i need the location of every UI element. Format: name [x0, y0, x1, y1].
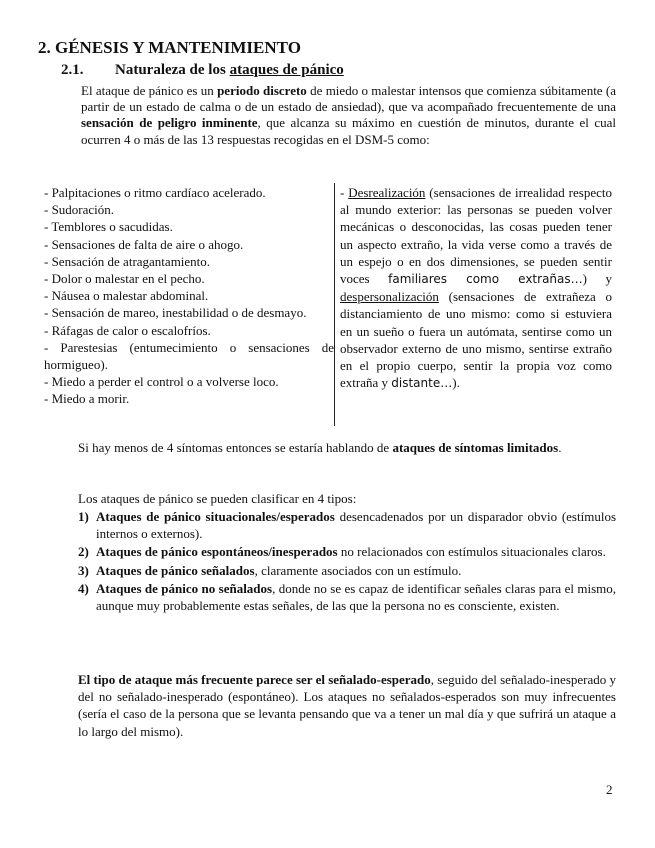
section-heading: 2. GÉNESIS Y MANTENIMIENTO	[38, 38, 301, 57]
right-mono-2: distante…	[391, 376, 453, 391]
final-text: , seguido del señalado-inesperado y del no señalado-inesperado (espontáneo). Los ataques no señalados-esperados son muy infrecuentes (sería el caso de la persona que se levanta pensando que va a tener un mal día y que sufrirá un ataque a lo largo del mismo).	[78, 672, 616, 739]
list-item: - Sudoración.	[44, 202, 115, 218]
list-item: - Miedo a morir.	[44, 391, 130, 407]
symptom-list	[44, 184, 334, 408]
classification-intro: Los ataques de pánico se pueden clasificar en 4 tipos:	[78, 491, 357, 506]
limited-text-2: .	[558, 440, 562, 455]
right-text-2: ) y	[582, 271, 612, 287]
list-item: - Parestesias (entumecimiento o sensaciones de hormigueo).	[44, 339, 334, 373]
item-bold: Ataques de pánico situacionales/esperados	[96, 509, 335, 524]
list-item: - Miedo a perder el control o a volverse loco.	[44, 374, 279, 390]
item-number: 4)	[78, 581, 89, 596]
item-text	[96, 544, 616, 561]
limited-bold: ataques de síntomas limitados	[392, 440, 559, 455]
list-item: - Sensaciones de falta de aire o ahogo.	[44, 236, 244, 252]
item-bold: Ataques de pánico no señalados	[96, 581, 273, 596]
list-item: - Sensación de atragantamiento.	[44, 253, 211, 269]
depersonalization-term: despersonalización	[340, 289, 439, 305]
derealization-paragraph	[340, 184, 612, 392]
item-body: , claramente asociados con un estímulo.	[254, 562, 462, 578]
final-paragraph	[78, 671, 616, 740]
derealization-term: Desrealización	[348, 185, 426, 200]
right-text-1: (sensaciones de irrealidad respecto al mundo exterior: las personas se pueden volver mecánicas o desconocidas, las cosas pueden tener un aspecto extraño, la vida verse como a través de un espejo o en dos dimensiones, se pueden sentir voces	[340, 185, 612, 287]
classification-list	[78, 509, 616, 616]
list-item: - Temblores o sacudidas.	[44, 219, 173, 235]
limited-text-1: Si hay menos de 4 síntomas entonces se estaría hablando de	[78, 440, 393, 455]
subsection-title-underlined: ataques de pánico	[229, 62, 344, 78]
item-text	[96, 581, 616, 614]
list-item: - Palpitaciones o ritmo cardíaco acelerado.	[44, 185, 266, 200]
item-bold: Ataques de pánico espontáneos/inesperados	[96, 544, 338, 559]
item-number: 2)	[78, 544, 89, 559]
intro-text-1: El ataque de pánico es un	[81, 83, 218, 98]
final-bold: El tipo de ataque más frecuente parece ser el señalado-esperado	[78, 672, 431, 687]
subsection-title: Naturaleza de los	[115, 62, 230, 78]
right-text-3: (sensaciones de extrañeza o distanciamiento de uno mismo: como si estuviera en un sueño o fuera un autómata, sentirse como un observador externo de uno mismo, sentirse extraño en el propio cuerpo, sentir la propia voz como extraña y	[340, 289, 612, 391]
subsection-heading	[61, 62, 344, 79]
item-body: desencadenados por un disparador obvio (estímulos internos o externos).	[96, 509, 616, 541]
intro-bold-2: sensación de peligro inminente	[81, 115, 258, 131]
item-body: no relacionados con estímulos situacionales claros.	[337, 544, 606, 559]
intro-text-3: , que alcanza su máximo en cuestión de minutos, durante el cual ocurren 4 o más de las 13 respuestas recogidas en el DSM-5 como:	[81, 115, 616, 147]
intro-paragraph	[81, 83, 616, 148]
limited-paragraph	[78, 440, 616, 456]
item-bold: Ataques de pánico señalados	[96, 562, 255, 578]
right-dash: -	[340, 185, 349, 200]
list-item	[78, 509, 616, 542]
right-text-4: ).	[452, 375, 460, 391]
item-text	[96, 509, 616, 542]
list-item: - Náusea o malestar abdominal.	[44, 288, 209, 304]
list-item	[78, 544, 616, 561]
list-item: - Dolor o malestar en el pecho.	[44, 271, 205, 287]
intro-bold-1: periodo discreto	[217, 83, 307, 98]
item-number: 1)	[78, 509, 89, 524]
intro-text-2: de miedo o malestar intensos que comienza súbitamente (a partir de un estado de calma o de un estado de ansiedad), que va acompañado frecuentemente de una	[81, 83, 616, 115]
subsection-number: 2.1.	[61, 62, 84, 78]
list-item: - Ráfagas de calor o escalofríos.	[44, 322, 211, 338]
item-text	[96, 563, 616, 580]
item-number: 3)	[78, 562, 89, 578]
item-body: , donde no se es capaz de identificar señales claras para el mismo, aunque muy probablemente estas señales, de las que la persona no es consciente, existen.	[96, 581, 616, 613]
list-item	[78, 563, 616, 580]
page-number: 2	[606, 782, 613, 797]
column-divider	[334, 183, 335, 426]
list-item: - Sensación de mareo, inestabilidad o de desmayo.	[44, 305, 307, 321]
list-item	[78, 581, 616, 614]
right-mono-1: familiares como extrañas…	[388, 272, 583, 287]
